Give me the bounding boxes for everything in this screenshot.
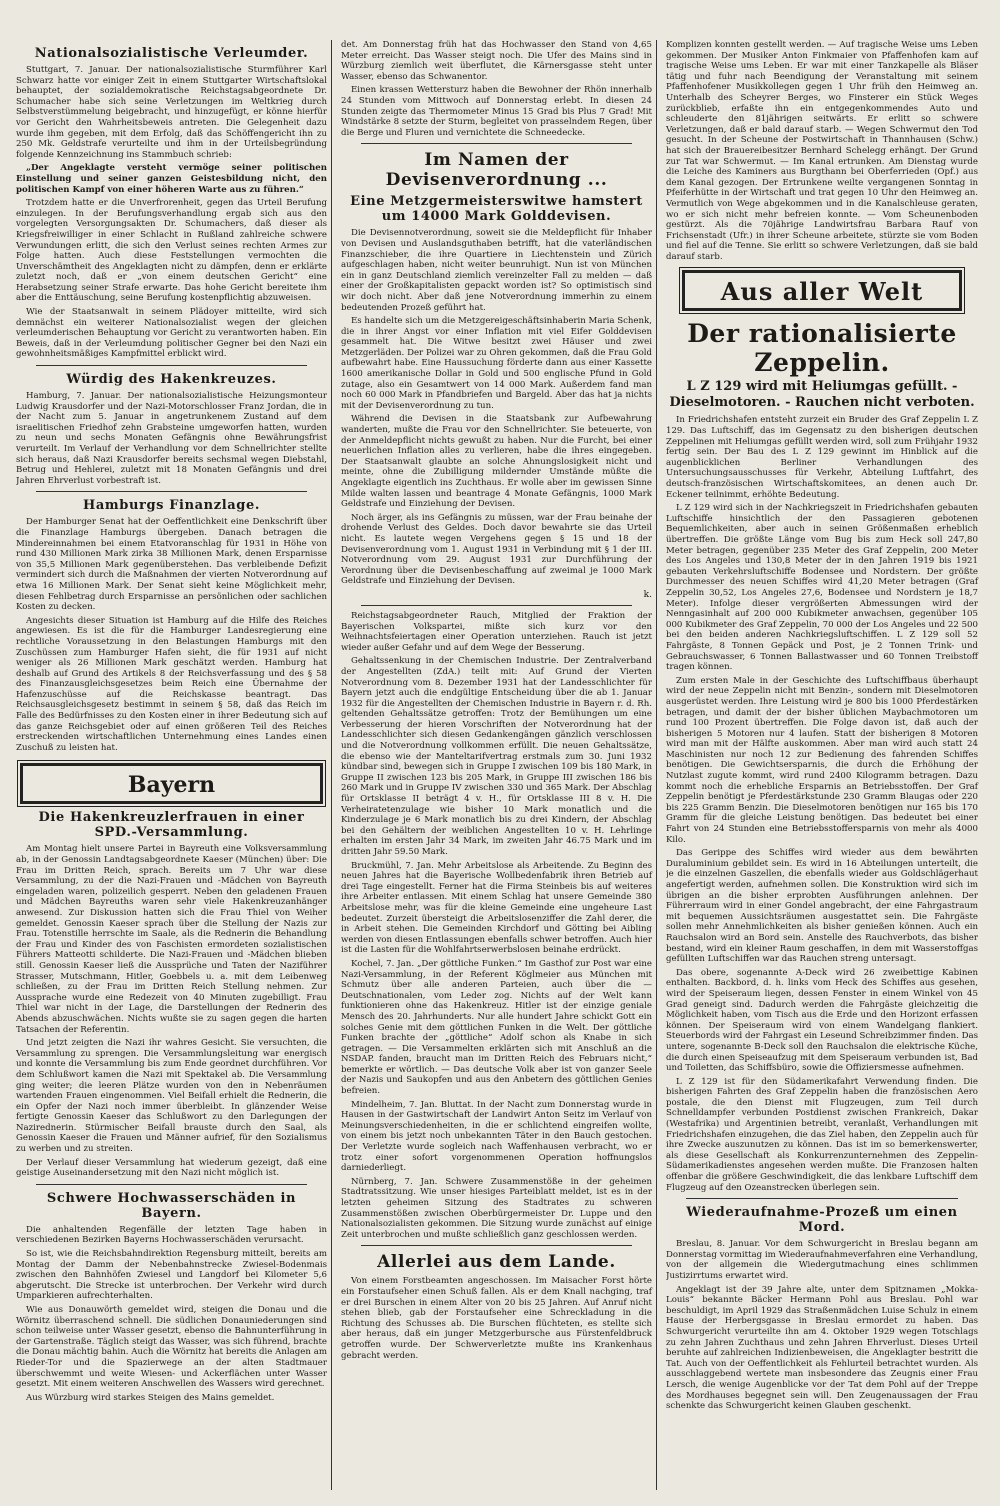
headline-nazi-verleumder: Nationalsozialistische Verleumder. bbox=[34, 46, 309, 61]
divider bbox=[36, 1184, 307, 1185]
article-paragraph: Von einem Forstbeamten angeschossen. Im Maisacher Forst hörte ein Forstaufseher einen Schuß fallen. Als er dem Knall nachging, traf er drei Burschen in einem Alter von 20 bis 25 Jahren. Auf Anruf nicht stehen blieb, gab der Forstaufseher eine Schreckladung in die Richtung des Schusses ab. Die Burschen flüchteten, es stellte sich aber heraus, daß ein junger Metzgerbursche aus Fürstenfeldbruck getroffen wurde. Der Schwerverletzte mußte ins Krankenhaus gebracht werden. bbox=[341, 1276, 652, 1361]
article-paragraph: Aus Würzburg wird starkes Steigen des Mains gemeldet. bbox=[26, 1392, 275, 1403]
subheadline-metzgermeisterswitwe: Eine Metzgermeisterswitwe hamstert um 14000 Mark Golddevisen. bbox=[350, 194, 643, 225]
article-paragraph: Angeklagt ist der 39 Jahre alte, unter dem Spitznamen „Mokka-Louis“ bekannte Bäcker Hermann Pohl aus Breslau. Pohl war beschuldigt, im April 1929 das Straßenmädchen Luise Schulz in einem Hause der Herbergsgasse in Breslau ermordet zu haben. Das Schwurgericht verurteilte ihn am 4. Oktober 1929 wegen Totschlags zu zehn Jahren Zuchthaus und zehn Jahren Ehrverlust. Dieses Urteil beruhte auf zahlreichen Indizienbeweisen, die Angeklagter bestritt die Tat. Auch von der Oeffentlichkeit als Fehlurteil betrachtet wurden. Als ausschlaggebend wertete man insbesondere das Zeugnis einer Frau Lersch, die wenige Augenblicke vor der Tat dem Pohl auf der Treppe des Mordhauses begegnet sein will. Den Zeugenaussagen der Frau schenkte das Schwurgericht keinen Glauben geschenkt. bbox=[666, 1284, 978, 1412]
article-paragraph: Und jetzt zeigten die Nazi ihr wahres Gesicht. Sie versuchten, die Versammlung zu sprengen. Die Versammlungsleitung war energisch und konnte die Versammlung bis zum Ende geordnet durchführen. Vor dem Schlußwort kamen die Nazi mit Spektakel ab. Die Versammlung ging weiter; die leeren Plätze wurden von den in Nebenräumen wartenden Frauen eingenommen. Viel Beifall erhielt die Rednerin, die ein Opfer der Nazi noch immer überbleibt. In glänzender Weise fertigte Genossin Kaeser das Schlußwort zu den Darlegungen der Nazirednerin. Stürmischer Beifall brauste durch den Saal, als Genossin Kaeser die Frauen und Männer aufrief, für den Sozialismus zu werben und zu streiten. bbox=[16, 1038, 327, 1155]
article-paragraph: Am Montag hielt unsere Partei in Bayreuth eine Volksversammlung ab, in der Genossin Landtagsabgeordnete Kaeser (München) über: Die Frau im Dritten Reich, sprach. Bereits um 7 Uhr war diese Versammlung, zu der die Nazi-Frauen und -Mädchen von Bayreuth eingeladen waren, polizeilich gesperrt. Neben den geladenen Frauen und Mädchen Bayreuths waren sehr viele Hakenkreuzanhänger anwesend. Zur Diskussion hatten sich die Frau Thiel von Weiher gemeldet. Genossin Kaeser sprach über die Stellung der Nazis zur Frau. Totenstille herrschte im Saale, als die Rednerin die Behandlung der Frau und Kinder des von Faschisten ermordeten sozialistischen Führers Matteotti schilderte. Die Nazi-Frauen und -Mädchen blieben still. Genossin Kaeser ließ die Aussprüche und Taten der Naziführer Strasser, Mutschmann, Hitler, Goebbels u. a. mit dem Leibenweg schließen, zu der Frau im Dritten Reich Stellung nehmen. Zur Aussprache wurde eine Redezeit von 40 Minuten zugebilligt. Frau Thiel war nicht in der Lage, die Darstellungen der Rednerin des Abends abzuschwächen. Nichts wußte sie zu sagen gegen die harten Tatsachen der Referentin. bbox=[16, 844, 327, 1035]
article-paragraph: Die anhaltenden Regenfälle der letzten Tage haben in verschiedenen Bezirken Bayerns Hochwasserschäden verursacht. bbox=[16, 1224, 327, 1246]
section-header-aus-aller-welt: Aus aller Welt bbox=[682, 270, 962, 311]
column-3 bbox=[666, 40, 982, 1490]
article-paragraph: Trotzdem hatte er die Unverfrorenheit, gegen das Urteil Berufung einzulegen. In der Berufungsverhandlung ergab sich aus den vorgelegten Versorgungsakten Dr. Schumachers, daß dieser als Kriegsfreiwilliger in einer Schlacht in Rußland zahlreiche schwere Verwundungen erlitt, die sich den Verlust seines rechten Armes zur Folge hatten. Auch diese Feststellungen vermochten die Unverschämtheit des Angeklagten nicht zu dämpfen, denn er erklärte zuletzt noch, daß er „von einem deutschen Gericht“ eine Herabsetzung seiner Strafe erwarte. Das hohe Gericht bereitete ihm aber die Enttäuschung, seine Berufung kostenpflichtig abzuweisen. bbox=[16, 198, 327, 304]
article-paragraph: Noch ärger, als ins Gefängnis zu müssen, war der Frau beinahe der drohende Verlust des Geldes. Doch davor bewahrte sie das Urteil nicht. Es lautete wegen Vergehens gegen § 15 und 18 der Devisenverordnung vom 1. August 1931 in Verbindung mit § 1 der III. Notverordnung vom 29. August 1931 zur Durchführung der Verordnung über die Devisenbeschaffung auf zweimal je 1000 Mark Geldstrafe und Einziehung der Devisen. bbox=[341, 512, 652, 587]
headline-zeppelin: Der rationalisierte Zeppelin. bbox=[687, 319, 957, 378]
article-quote: „Der Angeklagte versteht vermöge seiner politischen Einstellung und seiner ganzen Geistesbildung nicht, den politischen Kampf von einer höheren Warte aus zu führen.“ bbox=[16, 163, 327, 195]
headline-wiederaufnahme: Wiederaufnahme-Prozeß um einen Mord. bbox=[686, 1205, 958, 1236]
divider bbox=[361, 605, 632, 606]
column-1 bbox=[16, 40, 332, 1490]
section-header-bayern: Bayern bbox=[20, 763, 323, 804]
headline-allerlei: Allerlei aus dem Lande. bbox=[377, 1252, 616, 1273]
article-paragraph: Die Devisennotverordnung, soweit sie die Meldepflicht für Inhaber von Devisen und Auslandsguthaben betrifft, hat die vaterländischen Finanzschieber, die ihre Quartiere in Liechtenstein und Zürich aufgeschlagen haben, nicht weiter beunruhigt. Nun ist von München ein in ganz Deutschland ziemlich vereinzelter Fall zu melden — daß einer der Großkapitalisten gepackt worden ist? So optimistisch sind wir doch nicht. Aber daß jene Notverordnung immerhin zu einem bedeutenden Prozeß geführt hat. bbox=[341, 228, 652, 313]
divider bbox=[36, 365, 307, 366]
article-paragraph: Bruckmühl, 7. Jan. Mehr Arbeitslose als Arbeitende. Zu Beginn des neuen Jahres hat die Bayerische Wollbedenfabrik ihren Betrieb auf drei Tage eingestellt. Ferner hat die Firma Steinbeis bis auf weiteres ihre Arbeiter entlassen. Mit einem Schlag hat unsere Gemeinde 380 Arbeitslose mehr, was für die kleine Gemeinde eine ungeheure Last bedeutet. Zurzeit übersteigt die Arbeitslosenziffer die Zahl derer, die in Arbeit stehen. Die Gemeinden Kirchdorf und Götting bei Aibling werden von diesen Entlassungen ebenfalls schwer betroffen. Auch hier ist die Lasten für die Wohlfahrtserwerbslosen beinahe erdrückt. bbox=[341, 860, 652, 956]
article-paragraph: Breslau, 8. Januar. Vor dem Schwurgericht in Breslau begann am Donnerstag vormittag im Wiederaufnahmeverfahren eine Verhandlung, von der allgemein die Wiedergutmachung eines schlimmen Justizirrtums erwartet wird. bbox=[666, 1239, 978, 1281]
headline-hamburg-finanzlage: Hamburgs Finanzlage. bbox=[83, 498, 260, 514]
headline-hakenkreuzlerfrauen: Die Hakenkreuzlerfrauen in einer SPD.-Versammlung. bbox=[38, 810, 305, 841]
article-paragraph: Nürnberg, 7. Jan. Schwere Zusammenstöße in der geheimen Stadtratssitzung. Wie unser hiesiges Parteiblatt meldet, ist es in der letzten geheimen Sitzung des Stadtrates zu schweren Zusammenstößen zwischen Oberbürgermeister Dr. Luppe und den Nationalsozialisten gekommen. Die Sitzung wurde zunächst auf einige Zeit unterbrochen und mußte schließlich ganz geschlossen werden. bbox=[341, 1176, 652, 1240]
article-paragraph: So ist, wie die Reichsbahndirektion Regensburg mitteilt, bereits am Montag der Damm der Nebenbahnstrecke Zwiesel-Bodenmais zwischen den Bahnhöfen Zwiesel und Langdorf bei Kilometer 5,6 abgerutscht. Die Strecke ist unterbrochen. Der Verkehr wird durch Umparkieren aufrechterhalten. bbox=[16, 1249, 327, 1302]
divider bbox=[361, 143, 632, 144]
article-paragraph: In Friedrichshafen entsteht zurzeit ein Bruder des Graf Zeppelin L Z 129. Das Luftschiff, das im Gegensatz zu den bisherigen deutschen Zeppelinen mit Heliumgas gefüllt werden wird, soll zum Frühjahr 1932 fertig sein. Der Bau des L Z 129 gewinnt im Hinblick auf die augenblicklichen Berliner Verhandlungen des Untersuchungsausschusses für Verkehr, Abteilung Luftfahrt, des deutsch-französischen Wirtschaftskomitees, an denen auch Dr. Eckener teilnimmt, erhöhte Bedeutung. bbox=[666, 415, 978, 500]
divider bbox=[361, 1245, 632, 1246]
headline-hakenkreuz: Würdig des Hakenkreuzes. bbox=[66, 372, 277, 388]
headline-hochwasser: Schwere Hochwasserschäden in Bayern. bbox=[46, 1190, 297, 1221]
divider bbox=[36, 491, 307, 492]
divider bbox=[686, 1198, 958, 1199]
headline-devisenverordnung: Im Namen der Devisenverordnung ... bbox=[385, 150, 608, 191]
article-paragraph: Das Gerippe des Schiffes wird wieder aus dem bewährten Duraluminium gebildet sein. Es wird in 16 Abteilungen unterteilt, die je die einzelnen Gaszellen, die ebenfalls wieder aus Goldschlägerhaut angefertigt werden, aufnehmen sollen. Die Konstruktion wird sich im übrigen an die bisher erprobten Ausführungen anlehnen. Der Führerraum wird in einer Gondel angebracht, der eine Fahrgastraum mit bequemen Aussichtsräumen ausgestattet sein. Die Fahrgäste sollen mehr Annehmlichkeiten als bisher genießen können. Auch ein Rauchsalon wird an Bord sein. Anstelle des Rauchverbots, das bisher bestand, wird ein kleiner Raum geschaffen, in dem mit Wasserstoffgas gefüllten Luftschiffen war das Rauchen streng untersagt. bbox=[666, 848, 978, 965]
article-paragraph: Reichstagsabgeordneter Rauch, Mitglied der Fraktion der Bayerischen Volkspartei, mißte sich kurz vor den Weihnachtsfeiertagen einer Operation unterziehen. Rauch ist jetzt wieder außer Gefahr und auf dem Wege der Besserung. bbox=[341, 610, 652, 653]
article-paragraph: det. Am Donnerstag früh hat das Hochwasser den Stand von 4,65 Meter erreicht. Das Wasser steigt noch. Die Ufer des Mains sind in Würzburg ziemlich weit überflutet, die Kärnersgasse steht unter Wasser, ebenso das Schwanentor. bbox=[341, 40, 652, 82]
author-signature: k. bbox=[643, 589, 652, 600]
article-paragraph: Es handelte sich um die Metzgereigeschäftsinhaberin Maria Schenk, die in ihrer Angst vor einer Inflation mit viel Eifer Golddevisen gesammelt hat. Die Witwe besitzt zwei Häuser und zwei Metzgerläden. Der Polizei war zu Ohren gekommen, daß die Frau Gold aufbewahrt habe. Eine Haussuchung förderte dann aus einer Kassette 1600 amerikanische Dollar in Gold und 500 englische Pfund in Gold zutage, also ein Gesamtwert von 14 000 Mark. Außerdem fand man noch 60 000 Mark in Pfandbriefen und Bargeld. Aber das hat ja nichts mit der Devisenverordnung zu tun. bbox=[341, 316, 652, 411]
article-paragraph: Wie aus Donauwörth gemeldet wird, steigen die Donau und die Wörnitz überraschend schnell. Die südlichen Donauniederungen sind schon teilweise unter Wasser gesetzt, ebenso die Bahnunterführung in der Gartenstraße. Täglich steigt das Wasser, was sich führend, brachte die Donau mächtig bahin. Auch die Wörnitz hat bereits die Anlagen am Rieder-Tor und die Spazierwege an der alten Stadtmauer überschwemmt und weite Wiesen- und Ackerflächen unter Wasser gesetzt. Mit einem weiteren Anschwellen des Wassers wird gerechnet. bbox=[16, 1305, 327, 1390]
article-paragraph: Stuttgart, 7. Januar. Der nationalsozialistische Sturmführer Karl Schwarz hatte vor einiger Zeit in einem Stuttgarter Wirtschaftslokal behauptet, der sozialdemokratische Reichstagsabgeordnete Dr. Schumacher habe sich seine Verletzungen im Weltkrieg durch Selbstverstümmelung beigebracht, und hinzugefügt, er könne hierfür vor Gericht den Wahrheitsbeweis antreten. Die Gelegenheit dazu wurde ihm gegeben, mit dem Erfolg, daß das Schöffengericht ihn zu 250 Mk. Geldstrafe verurteilte und ihm in der Urteilsbegründung folgende Kennzeichnung ins Stammbuch schrieb: bbox=[16, 65, 327, 160]
article-paragraph: Wie der Staatsanwalt in seinem Plädoyer mitteilte, wird sich demnächst ein weiterer Nationalsozialist wegen der gleichen verleumderischen Behauptung vor Gericht zu verantworten haben. Ein Beweis, daß in der Verleumdung politischer Gegner bei den Nazi ein gewohnheitsmäßiges Kampfmittel erblickt wird. bbox=[16, 307, 327, 360]
article-paragraph: Kochel, 7. Jan. „Der göttliche Funken.“ Im Gasthof zur Post war eine Nazi-Versammlung, in der Referent Köglmeier aus München mit Schmutz über alle anderen Parteien, auch über die — Deutschnationalen, vom Leder zog. Nichts auf der Welt kann funktionieren ohne das Hakenkreuz. Hitler ist der einzige geniale Mensch des 20. Jahrhunderts. Nur alle hundert Jahre schickt Gott ein solches Genie mit dem göttlichen Funken in die Welt. Der göttliche Funken brachte der „göttliche“ Adolf schon als Knabe in sich getragen. — Die Versammelten erklärten sich mit Anschluß an die NSDAP. fanden, braucht man im Dritten Reich des Februars nicht,“ bemerkte er wörtlich. — Das deutsche Volk aber ist von ganzer Seele der Nazis und Saukopfen und aus den Anbetern des göttlichen Genies befreien. bbox=[341, 958, 652, 1097]
article-paragraph: Einen krassen Wettersturz haben die Bewohner der Rhön innerhalb 24 Stunden vom Mittwoch auf Donnerstag erlebt. In diesen 24 Stunden zeigte das Thermometer Minus 15 Grad bis Plus 7 Grad! Mit Windstärke 8 setzte der Sturm, begleitet von prasselndem Regen, über die Berge und Fluren und vernichtete die Schneedecke. bbox=[341, 85, 653, 138]
article-paragraph: Hamburg, 7. Januar. Der nationalsozialistische Heizungsmonteur Ludwig Krausdorfer und der Nazi-Motorschlosser Franz Jordan, die in der Nacht zum 5. Januar in angetrunkenem Zustand auf dem israelitischen Friedhof zehn Grabsteine umgeworfen hatten, wurden zu neun und sechs Monaten Gefängnis ohne Bewährungsfrist verurteilt. Im Verlauf der Verhandlung vor dem Schnellrichter stellte sich heraus, daß Nazi Krausdorfer bereits sechsmal wegen Diebstahl, Betrug und Hehlerei, zuletzt mit 18 Monaten Gefängnis und drei Jahren Ehrverlust vorbestraft ist. bbox=[16, 391, 327, 486]
column-2 bbox=[341, 40, 657, 1490]
article-paragraph: Zum ersten Male in der Geschichte des Luftschiffbaus überhaupt wird der neue Zeppelin nicht mit Benzin-, sondern mit Dieselmotoren ausgerüstet werden. Ihre Leistung wird je 800 bis 1000 Pferdestärken betragen, und damit der der bisher üblichen Maybachmotoren um rund 100 Prozent übertreffen. Die Folge davon ist, daß auch der bisherigen 5 Motoren nur 4 laufen. Statt der bisherigen 8 Motoren wird man mit der Hälfte auskommen. Aber man wird auch statt 24 Maschinisten nur noch 12 zur Bedienung des fahrenden Schiffes benötigen. Die Gewichtsersparnis, die durch die Erhöhung der Nutzlast zugute kommt, wird rund 2400 Kilogramm betragen. Dazu kommt noch die erhebliche Ersparnis an Betriebsstoffen. Der Graf Zeppelin benötigt je Pferdestärkstunde 230 Gramm Blaugas oder 220 bis 225 Gramm Benzin. Die Dieselmotoren benötigen nur 165 bis 170 Gramm für die gleiche Leistung benötigen. Das bedeutet bei einer Fahrt von 24 Stunden eine Betriebsstoffersparnis von mehr als 4000 Kilo. bbox=[666, 675, 978, 845]
article-paragraph: L Z 129 wird sich in der Nachkriegszeit in Friedrichshafen gebauten Luftschiffe hinsichtlich der den Passagieren gebotenen Bequemlichkeiten, aber auch in seinen Größenmaßen erheblich übertreffen. Die größte Länge vom Bug bis zum Heck soll 247,80 Meter betragen, gegenüber 235 Meter des Graf Zeppelin, 200 Meter des Los Angeles und 130,8 Meter der in den Jahren 1919 bis 1921 gebauten Verkehrsluftschiffe Bodensee und Nordstern. Der größte Durchmesser des neuen Schiffes wird 41,20 Meter betragen (Graf Zeppelin 30,52, Los Angeles 27,6, Bodensee und Nordstern je 18,7 Meter). Infolge dieser vergrößerten Abmessungen wird der Nenngasinhalt auf 200 000 Kubikmeter anwachsen, gegenüber 105 000 Kubikmeter des Graf Zeppelin, 70 000 der Los Angeles und 22 500 bei den beiden anderen Nachkriegsluftschiffen. L Z 129 soll 52 Fahrgäste, 8 Tonnen Gepäck und Post, je 2 Tonnen Trink- und Gebrauchswasser, 6 Tonnen Ballastwasser und 60 Tonnen Treibstoff tragen können. bbox=[666, 503, 978, 673]
subheadline-zeppelin: L Z 129 wird mit Heliumgas gefüllt. - Dieselmotoren. - Rauchen nicht verboten. bbox=[669, 379, 975, 411]
article-paragraph: Das obere, sogenannte A-Deck wird 26 zweibettige Kabinen enthalten. Backbord, d. h. links vom Heck des Schiffes aus gesehen, wird der Speiseraum liegen, dessen Fenster in einem Winkel von 45 Grad geneigt sind. Dadurch werden die Fahrgäste gleichzeitig die Möglichkeit haben, vom Tisch aus die Erde und den Horizont erfassen können. Der Speiseraum wird von einem Wandelgang flankiert. Steuerbords wird der Fahrgast ein Leseund Schreibzimmer finden. Das untere, sogenannte B-Deck soll den Rauchsalon die elektrische Küche, die durch einen Speiseaufzug mit dem Speiseraum verbunden ist, Bad und Toiletten, das Schiffsbüro, sowie die Offiziersmesse aufnehmen. bbox=[666, 967, 978, 1074]
article-paragraph: Angesichts dieser Situation ist Hamburg auf die Hilfe des Reiches angewiesen. Es ist die für die Hamburger Landesregierung eine rechtliche Voraussetzung in den Belastungen Hamburgs mit den Zuschüssen zum Hamburger Hafen sieht, die für 1931 auf nicht weniger als 26 Millionen Mark geschätzt werden. Hamburg hat deshalb auf Grund des Artikels 8 der Reichsverfassung und des § 58 des Finanzausgleichsgesetzes beim Reich eine Übernahme der Hafenzuschüsse auf die Reichskasse beantragt. Das Reichsausgleichsgesetz bestimmt in seinem § 58, daß das Reich im Falle des Bedürfnisses zu den Kosten einer in ihrer Bedeutung sich auf das ganze Reichsgebiet oder auf einen größeren Teil des Reiches erstreckenden wirtschaftlichen Unternehmung eines Landes einen Zuschuß zu leisten hat. bbox=[16, 615, 327, 753]
article-paragraph: L Z 129 ist für den Südamerikafahrt Verwendung finden. Die bisherigen Fahrten des Graf Zeppelin haben die französischen Aero postale, die den Dienst mit Flugzeugen, zum Teil durch Schnelldampfer verbunden Postdienst zwischen Frankreich, Dakar (Westafrika) und Argentinien betreibt, veranlaßt, Verhandlungen mit Friedrichshafen einzugehen, die das Ziel haben, den Zeppelin auch für ihre Zwecke auszunutzen zu können. Das ist im so bemerkenswerter, als diese Gesellschaft als Konkurrenzunternehmen des Zeppelin-Südamerikadienstes angesehen werden mußte. Die Franzosen halten offenbar die größere Geschwindigkeit, die das lenkbare Luftschiff dem Flugzeug auf den Ozeanstrecken überlegen sein. bbox=[666, 1076, 978, 1193]
article-paragraph: Während die Devisen in die Staatsbank zur Aufbewahrung wanderten, mußte die Frau vor den Schnellrichter. Sie beteuerte, von der Anmeldepflicht nichts gewußt zu haben. Nur die Furcht, bei einer neuerlichen Inflation alles zu verlieren, habe die ihres eingegeben. Der Staatsanwalt glaubte an solche Ahnungslosigkeit nicht und meinte, ohne die Zubilligung mildernder Umstände müßte die Angeklagte eigentlich ins Zuchthaus. Er wolle aber im gewissen Sinne Milde walten lassen und beantrage 4 Monate Gefängnis, 1000 Mark Geldstrafe und Einziehung der Devisen. bbox=[341, 414, 652, 510]
article-paragraph: Der Verlauf dieser Versammlung hat wiederum gezeigt, daß eine geistige Auseinandersetzung mit den Nazi nicht möglich ist. bbox=[16, 1157, 327, 1179]
article-paragraph: Gehaltssenkung in der Chemischen Industrie. Der Zentralverband der Angestellten (ZdA.) teilt mit: Auf Grund der Vierten Notverordnung vom 8. Dezember 1931 hat der Landesschlichter für Bayern jetzt auch die endgültige Entscheidung über die ab 1. Januar 1932 für die Angestellten der Chemischen Industrie in Bayern r. d. Rh. geltenden Gehaltssätze getroffen: Trotz der Bemühungen um eine Verbesserung der hieren Vorschriften der Notverordnung hat der Landesschlichter sich diesen Gedankengängen gänzlich verschlossen und die Notverordnung vollkommen erfüllt. Die neuen Gehaltssätze, die ebenso wie der Manteltarifvertrag erstmals zum 30. Juni 1932 kündbar sind, bewegen sich in Gruppe I zwischen 109 bis 180 Mark, in Gruppe II zwischen 123 bis 205 Mark, in Gruppe III zwischen 186 bis 260 Mark und in Gruppe IV zwischen 330 und 365 Mark. Der Abschlag für Ortsklasse II beträgt 4 v. H., für Ortsklasse III 8 v. H. Die Verheiratetenzulage wie bisher 10 Mark monatlich und die Kinderzulage je 6 Mark monatlich bis zu drei Kindern, der Abschlag bei den Gehältern der weiblichen Angestellten 10 v. H. Lehrlinge erhalten im ersten Jahr 34 Mark, im zweiten Jahr 46.75 Mark und im dritten Jahr 59.50 Mark. bbox=[341, 656, 652, 857]
article-paragraph: Komplizen konnten gestellt werden. — Auf tragische Weise ums Leben gekommen. Der Musiker Anton Finkmaier von Pfaffenhofen kam auf tragische Weise ums Leben. Er war mit einer Tanzkapelle als Bläser tätig und fuhr nach Beendigung der Veranstaltung mit seinem Pfaffenhofener Musikkollegen gegen 1 Uhr früh den Heimweg an. Unterhalb des Scheyrer Berges, wo Finsterer ein Stück Weges zurückblieb, erfaßte ihn ein entgegenkommendes Auto und schleuderte den 81jährigen seitwärts. Er erlitt so schwere Verletzungen, daß er bald darauf starb. — Wegen Schwermut den Tod gesucht. In der Scheune der Postwirtschaft in Thannhausen (Schw.) hat sich der Brauereibesitzer Bernhard Schelegg erhängt. Der Grund zur Tat war Schwermut. — Im Kanal ertrunken. Am Dienstag wurde die Leiche des Kaminers aus Burgthann bei Oberferrieden (Opf.) aus dem Kanal gezogen. Der Ertrunkene weilte vergangenen Sonntag in Pfeiferhütte in der Wirtschaft und trat gegen 10 Uhr den Heimweg an. Vermutlich von Wege abgekommen und in die Kanalschleuse geraten, wo er sich nicht mehr befreien konnte. — Vom Scheunenboden gestürzt. Als die 70jährige Landwirtsfrau Barbara Rauf von Frichsenstadt (Ufr.) in ihrer Scheune arbeitete, stürzte sie vom Boden und fiel auf die Tenne. Sie erlitt so schwere Verletzungen, daß sie bald darauf starb. bbox=[666, 40, 978, 262]
article-paragraph: Der Hamburger Senat hat der Oeffentlichkeit eine Denkschrift über die Finanzlage Hamburgs übergeben. Danach betragen die Mindereinnahmen bei einem Etatvoranschlag für 1931 in Höhe von rund 430 Millionen Mark zirka 38 Millionen Mark, denen Ersparnisse von 35,5 Millionen Mark gegenüberstehen. Das verbleibende Defizit vermindert sich durch die Maßnahmen der vierten Notverordnung auf etwa 16 Millionen Mark. Der Senat sieht keine Möglichkeit mehr, diesen Fehlbetrag durch Ersparnisse an persönlichen oder sachlichen Kosten zu decken. bbox=[16, 517, 327, 613]
article-paragraph: Mindelheim, 7. Jan. Bluttat. In der Nacht zum Donnerstag wurde in Hausen in der Gastwirtschaft der Landwirt Anton Seitz im Verlauf von Meinungsverschiedenheiten, in die er schlichtend eingreifen wollte, von einem bis jetzt noch unbekannten Täter in den Bauch gestochen. Der Verletzte wurde sogleich nach Waffenhausen verbracht, wo er trotz einer sofort vorgenommenen Operation hoffnungslos darniederliegt. bbox=[341, 1099, 652, 1174]
